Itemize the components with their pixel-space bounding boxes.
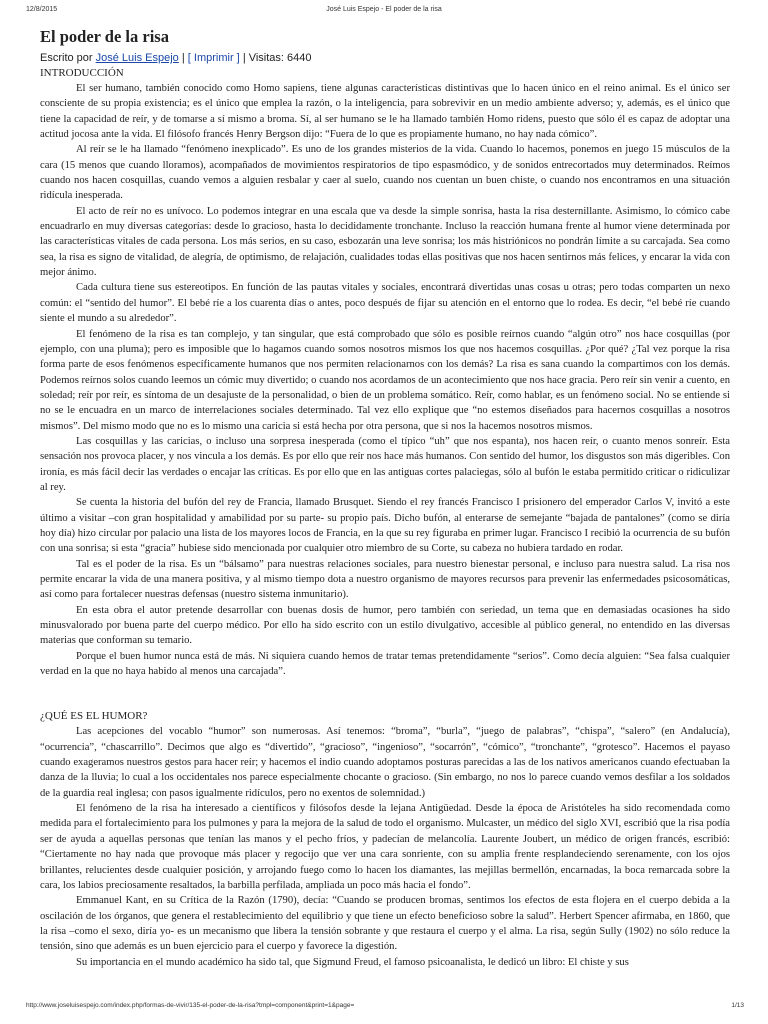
meta-separator: | (181, 52, 185, 64)
visits-count: | Visitas: 6440 (242, 52, 312, 64)
paragraph: El fenómeno de la risa ha interesado a científicos y filósofos desde la lejana Antigüedad. Desde la época de Aristóteles ha sido recomendada como medida para el fortalecimiento para los pulmones y para la mejora de la salud de todo el organismo. Mulcaster, un médico del siglo XVI, escribió que la risa podía ser de ayuda a aquellas personas que tenían las manos y el pecho fríos, y padecían de melancolía. Laurente Joubert, un médico de origen francés, escribió: “Ciertamente no hay nada que provoque más placer y regocijo que ver una cara sonriente, con su amplia frente resplandeciendo serenamente, con los ojos brillantes, relucientes desde cualquier posición, y arrojando fuego como lo hacen los diamantes, las mejillas bermellón, encarnadas, la boca remarcada sobre la cara, los labios preciosamente resaltados, la barbilla perfilada, ampliada un poco más hacia el fondo”. (40, 803, 730, 891)
article-body (40, 66, 730, 970)
section-heading-intro: INTRODUCCIÓN (40, 67, 124, 79)
print-footer (0, 1002, 768, 1014)
byline-prefix: Escrito por (40, 52, 93, 64)
page-number: 1/13 (731, 1002, 744, 1009)
humor-paragraphs (40, 724, 730, 970)
paragraph: Al reír se le ha llamado “fenómeno inexplicado”. Es uno de los grandes misterios de la vida. Cuando lo hacemos, ponemos en juego 15 músculos de la cara (15 menos que cuando lloramos), acompañados de movimientos respiratorios de tipo espasmódico, y de sonidos entrecortados muy determinados. Reímos cuando nos hacen cosquillas, cuando vemos a alguien resbalar y caer al suelo, cuando nos cuentan un buen chiste, o cuando nos encontramos en una situación ridícula inesperada. (40, 144, 730, 202)
print-title: José Luis Espejo - El poder de la risa (326, 6, 442, 13)
paragraph: Las acepciones del vocablo “humor” son numerosas. Así tenemos: “broma”, “burla”, “juego de palabras”, “chispa”, “salero” (en Andalucía), “ocurrencia”, “chascarrillo”. Decimos que algo es “divertido”, “gracioso”, “ingenioso”, “socarrón”, “cómico”, “tronchante”, “grotesco”. Hacemos el payaso cuando exageramos nuestros gestos para hacer reír; y hacemos el indio cuando adoptamos posturas parecidas a las de los nativos americanos cuando efectuaban la danza de la lluvia; lo cual a los occidentales nos parece especialmente chocante o gracioso. (Sin embargo, no nos lo parece cuando vemos desfilar a los soldados de la guardia real inglesa; con pasos igualmente ridículos, pero no exentos de solemnidad.) (40, 726, 730, 799)
print-date: 12/8/2015 (26, 6, 58, 13)
paragraph: El acto de reír no es unívoco. Lo podemos integrar en una escala que va desde la simple sonrisa, hasta la risa desternillante. Asimismo, lo cómico cabe encuadrarlo en muy diversas categorías: desde lo gracioso, hasta lo decididamente tronchante. Incluso la reacción humana frente al humor viene determinada por las características vitales de cada persona. Los más serios, en su caso, esbozarán una leve sonrisa; los más histriónicos no pondrán límite a su carcajada. Sea como sea, la risa es signo de vitalidad, de alegría, de optimismo, de relajación, cualidades todas ellas positivas que nos hacen sentirnos más felices, y encarar la vida con mejor ánimo. (40, 205, 730, 279)
article (40, 26, 730, 970)
paragraph: Su importancia en el mundo académico ha sido tal, que Sigmund Freud, el famoso psicoanalista, le dedicó un libro: El chiste y sus (76, 956, 629, 968)
footer-url: http://www.joseluisespejo.com/index.php/formas-de-vivir/135-el-poder-de-la-risa?tmpl=component&print=1&page= (26, 1002, 355, 1009)
paragraph: El ser humano, también conocido como Homo sapiens, tiene algunas características distintivas que lo hacen único en el reino animal. Es el único ser consciente de su propia existencia; es el único que emplea la razón, o la inteligencia, para sobrevivir en un medio ambiente adverso; y, además, es el único que tiene la capacidad de reír, y de tomarse a sí mismo a broma. Sí, al ser humano se le ha llamado también Homo ridens, puesto que sólo él es capaz de adoptar una actitud jocosa ante la vida. El filósofo francés Henry Bergson dijo: “Fuera de lo que es propiamente humano, no hay nada cómico”. (40, 83, 730, 141)
author-link[interactable]: José Luis Espejo (95, 52, 179, 64)
section-heading-humor: ¿QUÉ ES EL HUMOR? (40, 710, 148, 723)
article-title: El poder de la risa (40, 27, 169, 46)
paragraph: Emmanuel Kant, en su Crítica de la Razón (1790), decía: “Cuando se producen bromas, sentimos los efectos de esta flojera en el cuerpo debida a la oscilación de los órganos, que genera el restablecimiento del equilibrio y que tiene un efecto beneficioso sobre la salud”. Herbert Spencer afirmaba, en 1860, que la risa –como el sexo, diría yo- es un mecanismo que libera la tensión sobrante y que restaura el cuerpo y el alma. La risa, según Sully (1902) no sólo reduce la tensión, sino que además es un buen ejercicio para el cuerpo y favorece la digestión. (40, 895, 730, 953)
paragraph: Se cuenta la historia del bufón del rey de Francia, llamado Brusquet. Siendo el rey francés Francisco I prisionero del emperador Carlos V, invitó a este último a visitar –con gran hospitalidad y amabilidad por su parte- su propio país. Dicho bufón, al enterarse de semejante “bajada de pantalones” (como se diría hoy día) hizo circular por palacio una lista de los mayores locos de Francia, en la que su rey figuraba en primer lugar. Francisco I recibió la ocurrencia de su bufón con una sonrisa; si esta “gracia” hubiese sido mencionada por cualquier otro miembro de su Corte, su cabeza no hubiera tardado en rodar. (40, 497, 730, 555)
intro-paragraphs (40, 81, 730, 679)
print-link[interactable]: [ Imprimir ] (187, 52, 240, 64)
paragraph: Las cosquillas y las caricias, o incluso una sorpresa inesperada (como el típico “uh” que nos espanta), nos hacen reír, o cuanto menos sonreír. Esta sensación nos provoca placer, y nos vincula a los demás. Es por ello que reír nos hace más humanos. Con sentido del humor, los disgustos son más digeribles. Con ironía, es más fácil decir las verdades o encajar las críticas. Es por ello que en las antiguas cortes palaciegas, sólo al bufón le estaba permitido criticar o ridiculizar al rey. (40, 435, 730, 493)
paragraph: Porque el buen humor nunca está de más. Ni siquiera cuando hemos de tratar temas pretendidamente “serios”. Como decía alguien: “Sea falsa cualquier verdad en la que no haya habido al menos una carcajada”. (40, 650, 730, 678)
print-header (0, 6, 768, 18)
paragraph: Tal es el poder de la risa. Es un “bálsamo” para nuestras relaciones sociales, para nuestro bienestar personal, e incluso para nuestra salud. La risa nos permite encarar la vida de una manera positiva, y al mismo tiempo dota a nuestro organismo de mayores recursos para prevenir las enfermedades psicosomáticas, así como para fortalecer nuestras defensas (nuestro sistema inmunitario). (40, 558, 730, 601)
paragraph: Cada cultura tiene sus estereotipos. En función de las pautas vitales y sociales, encontrará divertidas unas cosas u otras; pero todas comparten un nexo común: el “sentido del humor”. El bebé ríe a los cuarenta días o antes, poco después de fijar su atención en el entorno que lo rodea. Es decir, “el bebé ríe cuando siente el mundo a su alrededor”. (40, 282, 730, 325)
article-meta (40, 50, 730, 66)
paragraph: En esta obra el autor pretende desarrollar con buenas dosis de humor, pero también con seriedad, un tema que en demasiadas ocasiones ha sido minusvalorado por buena parte del cuerpo médico. Por ello ha sido escrito con un estilo divulgativo, accesible al público general, no entendido en las diversas materias que conforman su temario. (40, 604, 730, 647)
paragraph: El fenómeno de la risa es tan complejo, y tan singular, que está comprobado que sólo es posible reírnos cuando “algún otro” nos hace cosquillas (por ejemplo, con una pluma); pero es imposible que lo hagamos cuando somos nosotros mismos los que nos hacemos cosquillas. ¿Por qué? ¿Tal vez porque la risa forma parte de esos fenómenos específicamente humanos que nos permiten relacionarnos con los demás? La risa es sana cuando la compartimos con los demás. Podemos reírnos solos cuando leemos un cómic muy divertido; o cuando nos acordamos de un acontecimiento que nos hace gracia. Pero reír sin venir a cuento, en soledad; reír por reír, es síntoma de un desajuste de la personalidad, o bien de un problema somático. Reír, como hablar, es un fenómeno social. No se entiende si no se le encuadra en un marco de interrelaciones sociales determinado. Tal vez ello explique que “no estemos diseñados para hacernos cosquillas a nosotros mismos”. Del mismo modo que no es lo mismo una caricia si está hecha por otra persona, que si nos la hacemos nosotros mismos. (40, 328, 730, 432)
